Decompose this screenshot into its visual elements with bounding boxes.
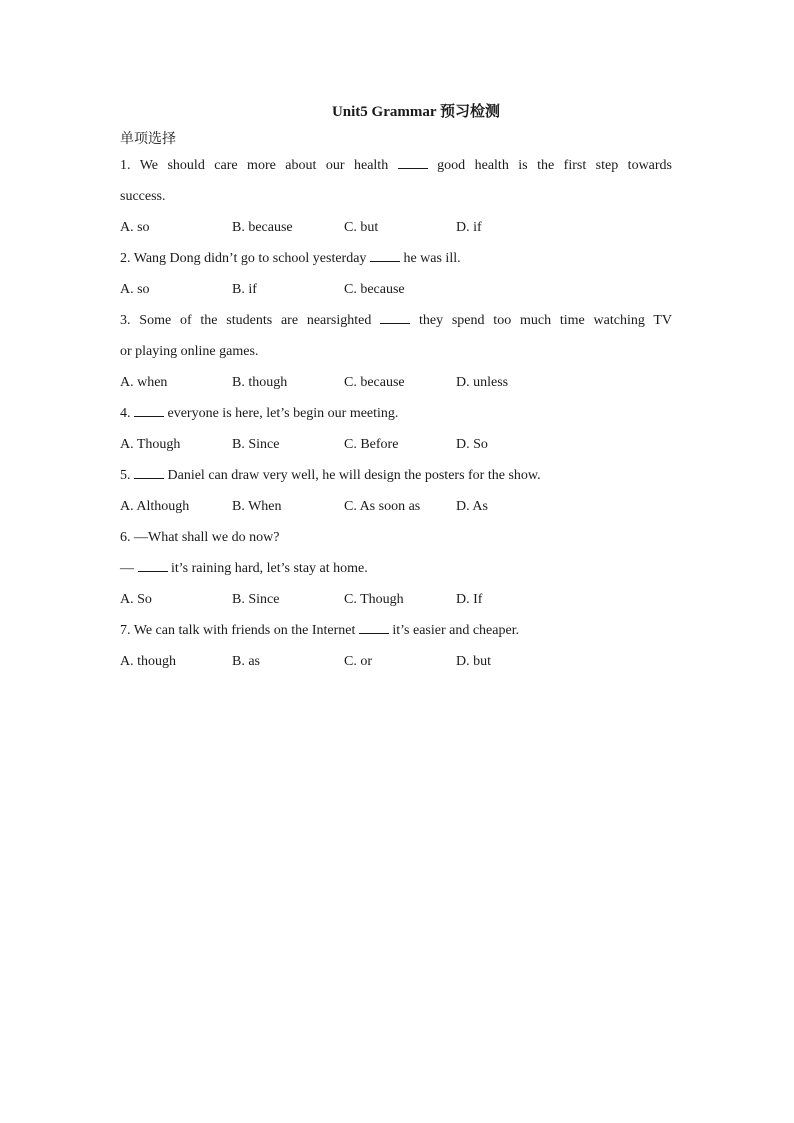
question-text: or playing online games. — [120, 344, 259, 359]
question-text-line — [120, 311, 672, 342]
answer-blank[interactable] — [138, 559, 168, 572]
question-list — [120, 156, 672, 683]
answer-options — [120, 373, 672, 404]
question-7 — [120, 621, 672, 683]
question-text-before: 2. Wang Dong didn’t go to school yesterday — [120, 251, 367, 266]
answer-option[interactable]: D. As — [456, 499, 488, 514]
answer-option[interactable]: C. or — [344, 654, 372, 669]
question-text-line — [120, 404, 672, 435]
answer-blank[interactable] — [370, 249, 400, 262]
answer-option[interactable]: A. though — [120, 654, 176, 669]
answer-option[interactable]: B. if — [232, 282, 257, 297]
answer-options — [120, 280, 672, 311]
answer-option[interactable]: D. unless — [456, 375, 509, 390]
answer-option[interactable]: B. Since — [232, 592, 280, 607]
answer-option[interactable]: D. If — [456, 592, 483, 607]
question-5 — [120, 466, 672, 528]
question-text-line — [120, 466, 672, 497]
answer-blank[interactable] — [134, 404, 164, 417]
answer-options — [120, 652, 672, 683]
question-text-line — [120, 187, 672, 218]
question-text-after: it’s raining hard, let’s stay at home. — [171, 561, 368, 576]
answer-option[interactable]: B. because — [232, 220, 293, 235]
question-4 — [120, 404, 672, 466]
answer-blank[interactable] — [359, 621, 389, 634]
answer-option[interactable]: D. but — [456, 654, 491, 669]
answer-options — [120, 435, 672, 466]
answer-option[interactable]: A. Although — [120, 499, 190, 514]
question-text-before: 1. We should care more about our health — [120, 158, 389, 173]
question-text-line — [120, 528, 672, 559]
answer-blank[interactable] — [398, 156, 428, 169]
answer-options — [120, 590, 672, 621]
question-text-after: he was ill. — [403, 251, 461, 266]
answer-option[interactable]: B. as — [232, 654, 260, 669]
question-text-before: 3. Some of the students are nearsighted — [120, 313, 372, 328]
answer-option[interactable]: C. As soon as — [344, 499, 421, 514]
answer-option[interactable]: C. Before — [344, 437, 399, 452]
question-text-line — [120, 621, 672, 652]
answer-option[interactable]: A. so — [120, 282, 150, 297]
section-heading: 单项选择 — [120, 131, 176, 147]
answer-option[interactable]: A. So — [120, 592, 152, 607]
answer-option[interactable]: A. so — [120, 220, 150, 235]
answer-option[interactable]: A. Though — [120, 437, 181, 452]
question-text-after: good health is the first step towards — [437, 158, 673, 173]
answer-options — [120, 497, 672, 528]
answer-option[interactable]: C. because — [344, 282, 405, 297]
question-2 — [120, 249, 672, 311]
answer-blank[interactable] — [380, 311, 410, 324]
question-text-before: 5. — [120, 468, 131, 483]
answer-option[interactable]: C. but — [344, 220, 379, 235]
question-text-line — [120, 342, 672, 373]
question-text: success. — [120, 189, 166, 204]
answer-blank[interactable] — [134, 466, 164, 479]
question-text-before: 7. We can talk with friends on the Internet — [120, 623, 356, 638]
question-1 — [120, 156, 672, 249]
question-text-before: 4. — [120, 406, 131, 421]
answer-option[interactable]: C. Though — [344, 592, 404, 607]
question-6 — [120, 528, 672, 621]
question-text-line — [120, 156, 672, 187]
answer-option[interactable]: B. though — [232, 375, 288, 390]
question-text-before: — — [120, 561, 134, 576]
question-text-line — [120, 249, 672, 280]
question-text-after: everyone is here, let’s begin our meeting. — [167, 406, 399, 421]
question-text-after: they spend too much time watching TV — [418, 313, 673, 328]
answer-option[interactable]: B. When — [232, 499, 282, 514]
question-text-line — [120, 559, 672, 590]
answer-option[interactable]: D. if — [456, 220, 482, 235]
question-3 — [120, 311, 672, 404]
worksheet — [120, 100, 672, 683]
answer-option[interactable]: B. Since — [232, 437, 280, 452]
page-title: Unit5 Grammar 预习检测 — [331, 104, 501, 120]
question-text-after: it’s easier and cheaper. — [392, 623, 520, 638]
answer-option[interactable]: C. because — [344, 375, 405, 390]
question-text: 6. —What shall we do now? — [120, 530, 280, 545]
answer-option[interactable]: A. when — [120, 375, 168, 390]
answer-option[interactable]: D. So — [456, 437, 488, 452]
answer-options — [120, 218, 672, 249]
question-text-after: Daniel can draw very well, he will design the posters for the show. — [167, 468, 541, 483]
